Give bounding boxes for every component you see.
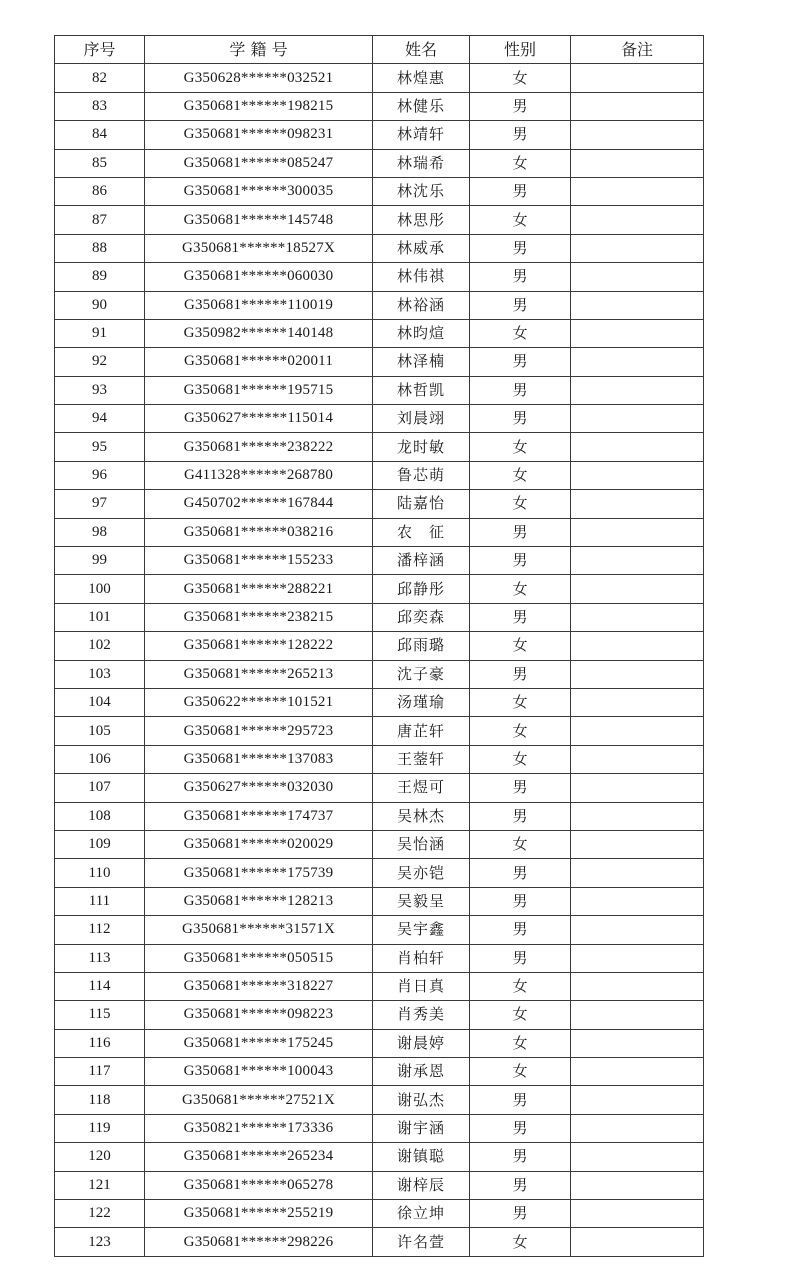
cell-remark [571, 774, 704, 802]
cell-student-id: G350681******175245 [145, 1029, 373, 1057]
table-row [55, 688, 704, 716]
cell-student-id: G411328******268780 [145, 461, 373, 489]
cell-name: 林瑞希 [373, 149, 470, 177]
header-row [55, 36, 704, 64]
cell-seq: 102 [55, 632, 145, 660]
cell-gender: 男 [470, 263, 571, 291]
cell-seq: 98 [55, 518, 145, 546]
cell-gender: 男 [470, 405, 571, 433]
cell-gender: 男 [470, 177, 571, 205]
cell-gender: 男 [470, 944, 571, 972]
cell-name: 林泽楠 [373, 348, 470, 376]
cell-name: 王蓥轩 [373, 745, 470, 773]
cell-student-id: G350681******265234 [145, 1143, 373, 1171]
cell-gender: 女 [470, 64, 571, 92]
cell-name: 林思彤 [373, 206, 470, 234]
cell-remark [571, 518, 704, 546]
cell-seq: 86 [55, 177, 145, 205]
cell-seq: 85 [55, 149, 145, 177]
cell-seq: 87 [55, 206, 145, 234]
cell-remark [571, 944, 704, 972]
table-row [55, 376, 704, 404]
table-row [55, 575, 704, 603]
cell-student-id: G350681******020011 [145, 348, 373, 376]
cell-student-id: G350681******128222 [145, 632, 373, 660]
table-row [55, 234, 704, 262]
table-row [55, 1200, 704, 1228]
cell-remark [571, 859, 704, 887]
cell-student-id: G350681******238222 [145, 433, 373, 461]
cell-gender: 男 [470, 859, 571, 887]
cell-gender: 女 [470, 149, 571, 177]
cell-name: 林伟祺 [373, 263, 470, 291]
table-row [55, 177, 704, 205]
cell-remark [571, 603, 704, 631]
cell-seq: 93 [55, 376, 145, 404]
cell-student-id: G350628******032521 [145, 64, 373, 92]
cell-gender: 女 [470, 688, 571, 716]
cell-student-id: G350681******265213 [145, 660, 373, 688]
cell-name: 吴亦铠 [373, 859, 470, 887]
cell-name: 肖日真 [373, 972, 470, 1000]
cell-gender: 女 [470, 972, 571, 1000]
cell-name: 林沈乐 [373, 177, 470, 205]
cell-seq: 95 [55, 433, 145, 461]
cell-gender: 男 [470, 603, 571, 631]
cell-name: 谢晨婷 [373, 1029, 470, 1057]
cell-name: 吴毅呈 [373, 887, 470, 915]
cell-gender: 男 [470, 802, 571, 830]
cell-remark [571, 632, 704, 660]
cell-name: 鲁芯萌 [373, 461, 470, 489]
cell-name: 唐芷轩 [373, 717, 470, 745]
cell-remark [571, 972, 704, 1000]
cell-remark [571, 688, 704, 716]
cell-name: 王煜可 [373, 774, 470, 802]
cell-student-id: G350681******27521X [145, 1086, 373, 1114]
cell-seq: 104 [55, 688, 145, 716]
cell-name: 邱雨璐 [373, 632, 470, 660]
header-name: 姓名 [373, 36, 470, 64]
table-row [55, 1029, 704, 1057]
cell-gender: 男 [470, 916, 571, 944]
cell-seq: 88 [55, 234, 145, 262]
cell-gender: 女 [470, 206, 571, 234]
cell-student-id: G350681******065278 [145, 1171, 373, 1199]
cell-student-id: G350681******145748 [145, 206, 373, 234]
cell-seq: 105 [55, 717, 145, 745]
cell-remark [571, 433, 704, 461]
cell-gender: 女 [470, 1029, 571, 1057]
table-body [55, 64, 704, 1256]
cell-name: 林昀煊 [373, 319, 470, 347]
cell-seq: 97 [55, 490, 145, 518]
cell-seq: 83 [55, 92, 145, 120]
cell-name: 陆嘉怡 [373, 490, 470, 518]
cell-seq: 114 [55, 972, 145, 1000]
cell-remark [571, 1029, 704, 1057]
cell-gender: 女 [470, 830, 571, 858]
cell-name: 林健乐 [373, 92, 470, 120]
table-row [55, 461, 704, 489]
cell-student-id: G350681******298226 [145, 1228, 373, 1256]
cell-seq: 99 [55, 547, 145, 575]
cell-gender: 男 [470, 234, 571, 262]
cell-name: 龙时敏 [373, 433, 470, 461]
cell-student-id: G350681******085247 [145, 149, 373, 177]
cell-name: 谢弘杰 [373, 1086, 470, 1114]
cell-remark [571, 376, 704, 404]
student-roster-table [54, 35, 704, 1257]
cell-remark [571, 1143, 704, 1171]
cell-name: 徐立坤 [373, 1200, 470, 1228]
cell-seq: 94 [55, 405, 145, 433]
cell-gender: 女 [470, 632, 571, 660]
cell-name: 林煌惠 [373, 64, 470, 92]
cell-gender: 女 [470, 575, 571, 603]
cell-student-id: G350681******098223 [145, 1001, 373, 1029]
cell-gender: 女 [470, 717, 571, 745]
cell-student-id: G350681******31571X [145, 916, 373, 944]
cell-seq: 113 [55, 944, 145, 972]
cell-seq: 90 [55, 291, 145, 319]
cell-gender: 女 [470, 490, 571, 518]
cell-remark [571, 405, 704, 433]
table-row [55, 291, 704, 319]
cell-student-id: G350681******100043 [145, 1058, 373, 1086]
cell-gender: 女 [470, 433, 571, 461]
table-row [55, 1143, 704, 1171]
cell-student-id: G350681******318227 [145, 972, 373, 1000]
cell-student-id: G350681******255219 [145, 1200, 373, 1228]
cell-gender: 男 [470, 92, 571, 120]
cell-remark [571, 660, 704, 688]
table-row [55, 1171, 704, 1199]
header-gender: 性别 [470, 36, 571, 64]
cell-seq: 112 [55, 916, 145, 944]
cell-seq: 119 [55, 1114, 145, 1142]
cell-gender: 男 [470, 660, 571, 688]
table-row [55, 632, 704, 660]
cell-remark [571, 916, 704, 944]
cell-name: 林威承 [373, 234, 470, 262]
cell-name: 谢梓辰 [373, 1171, 470, 1199]
table-row [55, 745, 704, 773]
cell-gender: 男 [470, 1200, 571, 1228]
cell-seq: 123 [55, 1228, 145, 1256]
cell-remark [571, 461, 704, 489]
cell-student-id: G350681******155233 [145, 547, 373, 575]
cell-student-id: G350681******300035 [145, 177, 373, 205]
table-row [55, 92, 704, 120]
cell-name: 汤瑾瑜 [373, 688, 470, 716]
cell-student-id: G350681******238215 [145, 603, 373, 631]
cell-student-id: G350681******195715 [145, 376, 373, 404]
cell-remark [571, 717, 704, 745]
cell-name: 谢宇涵 [373, 1114, 470, 1142]
table-row [55, 660, 704, 688]
table-row [55, 944, 704, 972]
table-row [55, 121, 704, 149]
cell-remark [571, 234, 704, 262]
cell-remark [571, 92, 704, 120]
cell-gender: 男 [470, 547, 571, 575]
cell-seq: 84 [55, 121, 145, 149]
cell-remark [571, 348, 704, 376]
cell-remark [571, 830, 704, 858]
cell-seq: 118 [55, 1086, 145, 1114]
table-header [55, 36, 704, 64]
cell-student-id: G350681******038216 [145, 518, 373, 546]
cell-student-id: G350681******174737 [145, 802, 373, 830]
cell-seq: 107 [55, 774, 145, 802]
cell-seq: 111 [55, 887, 145, 915]
table-row [55, 887, 704, 915]
header-remark: 备注 [571, 36, 704, 64]
cell-remark [571, 319, 704, 347]
cell-remark [571, 1001, 704, 1029]
cell-name: 肖柏轩 [373, 944, 470, 972]
cell-name: 谢镇聪 [373, 1143, 470, 1171]
cell-student-id: G350681******050515 [145, 944, 373, 972]
table-row [55, 490, 704, 518]
cell-name: 谢承恩 [373, 1058, 470, 1086]
cell-student-id: G350627******032030 [145, 774, 373, 802]
cell-name: 吴宇鑫 [373, 916, 470, 944]
cell-name: 吴怡涵 [373, 830, 470, 858]
cell-name: 吴林杰 [373, 802, 470, 830]
table-row [55, 1058, 704, 1086]
cell-remark [571, 1058, 704, 1086]
cell-seq: 103 [55, 660, 145, 688]
cell-remark [571, 177, 704, 205]
cell-student-id: G350681******110019 [145, 291, 373, 319]
cell-gender: 男 [470, 518, 571, 546]
cell-seq: 117 [55, 1058, 145, 1086]
cell-seq: 116 [55, 1029, 145, 1057]
table-row [55, 518, 704, 546]
cell-remark [571, 1086, 704, 1114]
cell-seq: 120 [55, 1143, 145, 1171]
cell-name: 林裕涵 [373, 291, 470, 319]
cell-gender: 女 [470, 745, 571, 773]
table-row [55, 1086, 704, 1114]
cell-student-id: G350627******115014 [145, 405, 373, 433]
cell-student-id: G350622******101521 [145, 688, 373, 716]
cell-remark [571, 1171, 704, 1199]
header-student-id: 学 籍 号 [145, 36, 373, 64]
cell-remark [571, 263, 704, 291]
cell-remark [571, 745, 704, 773]
table-row [55, 206, 704, 234]
cell-name: 林哲凯 [373, 376, 470, 404]
cell-student-id: G350681******020029 [145, 830, 373, 858]
header-seq: 序号 [55, 36, 145, 64]
cell-remark [571, 1228, 704, 1256]
cell-name: 邱静彤 [373, 575, 470, 603]
cell-seq: 106 [55, 745, 145, 773]
cell-name: 邱奕森 [373, 603, 470, 631]
cell-student-id: G350681******060030 [145, 263, 373, 291]
cell-remark [571, 149, 704, 177]
cell-student-id: G350681******128213 [145, 887, 373, 915]
cell-student-id: G350681******137083 [145, 745, 373, 773]
cell-student-id: G350681******175739 [145, 859, 373, 887]
cell-remark [571, 575, 704, 603]
table-row [55, 1228, 704, 1256]
cell-gender: 男 [470, 1143, 571, 1171]
cell-student-id: G350681******18527X [145, 234, 373, 262]
cell-gender: 男 [470, 887, 571, 915]
cell-student-id: G350681******288221 [145, 575, 373, 603]
cell-seq: 109 [55, 830, 145, 858]
table-row [55, 547, 704, 575]
table-row [55, 149, 704, 177]
cell-gender: 男 [470, 121, 571, 149]
cell-gender: 女 [470, 461, 571, 489]
cell-gender: 女 [470, 1001, 571, 1029]
cell-remark [571, 291, 704, 319]
cell-seq: 82 [55, 64, 145, 92]
cell-remark [571, 887, 704, 915]
cell-gender: 男 [470, 348, 571, 376]
cell-seq: 122 [55, 1200, 145, 1228]
table-row [55, 405, 704, 433]
cell-seq: 92 [55, 348, 145, 376]
cell-seq: 121 [55, 1171, 145, 1199]
cell-student-id: G350982******140148 [145, 319, 373, 347]
cell-name: 刘晨翊 [373, 405, 470, 433]
cell-seq: 89 [55, 263, 145, 291]
cell-student-id: G450702******167844 [145, 490, 373, 518]
table-row [55, 1001, 704, 1029]
cell-remark [571, 1200, 704, 1228]
cell-remark [571, 802, 704, 830]
cell-name: 潘梓涵 [373, 547, 470, 575]
table-row [55, 1114, 704, 1142]
cell-name: 沈子豪 [373, 660, 470, 688]
cell-student-id: G350681******295723 [145, 717, 373, 745]
cell-name: 农 征 [373, 518, 470, 546]
table-row [55, 717, 704, 745]
table-row [55, 348, 704, 376]
table-row [55, 263, 704, 291]
cell-seq: 110 [55, 859, 145, 887]
cell-remark [571, 64, 704, 92]
cell-remark [571, 121, 704, 149]
cell-gender: 男 [470, 774, 571, 802]
cell-gender: 女 [470, 1228, 571, 1256]
cell-student-id: G350681******198215 [145, 92, 373, 120]
cell-seq: 108 [55, 802, 145, 830]
cell-name: 林靖轩 [373, 121, 470, 149]
cell-seq: 100 [55, 575, 145, 603]
cell-remark [571, 1114, 704, 1142]
table-row [55, 603, 704, 631]
cell-student-id: G350821******173336 [145, 1114, 373, 1142]
cell-gender: 男 [470, 376, 571, 404]
cell-gender: 男 [470, 1114, 571, 1142]
table-row [55, 830, 704, 858]
cell-seq: 115 [55, 1001, 145, 1029]
table-row [55, 64, 704, 92]
cell-gender: 男 [470, 291, 571, 319]
cell-gender: 男 [470, 1086, 571, 1114]
cell-remark [571, 547, 704, 575]
cell-gender: 女 [470, 1058, 571, 1086]
table-row [55, 916, 704, 944]
cell-gender: 女 [470, 319, 571, 347]
cell-remark [571, 206, 704, 234]
cell-name: 肖秀美 [373, 1001, 470, 1029]
table-row [55, 319, 704, 347]
table-row [55, 433, 704, 461]
cell-seq: 96 [55, 461, 145, 489]
table-row [55, 972, 704, 1000]
table-row [55, 802, 704, 830]
cell-seq: 91 [55, 319, 145, 347]
cell-gender: 男 [470, 1171, 571, 1199]
cell-name: 许名萱 [373, 1228, 470, 1256]
cell-student-id: G350681******098231 [145, 121, 373, 149]
cell-seq: 101 [55, 603, 145, 631]
table-row [55, 859, 704, 887]
table-row [55, 774, 704, 802]
cell-remark [571, 490, 704, 518]
